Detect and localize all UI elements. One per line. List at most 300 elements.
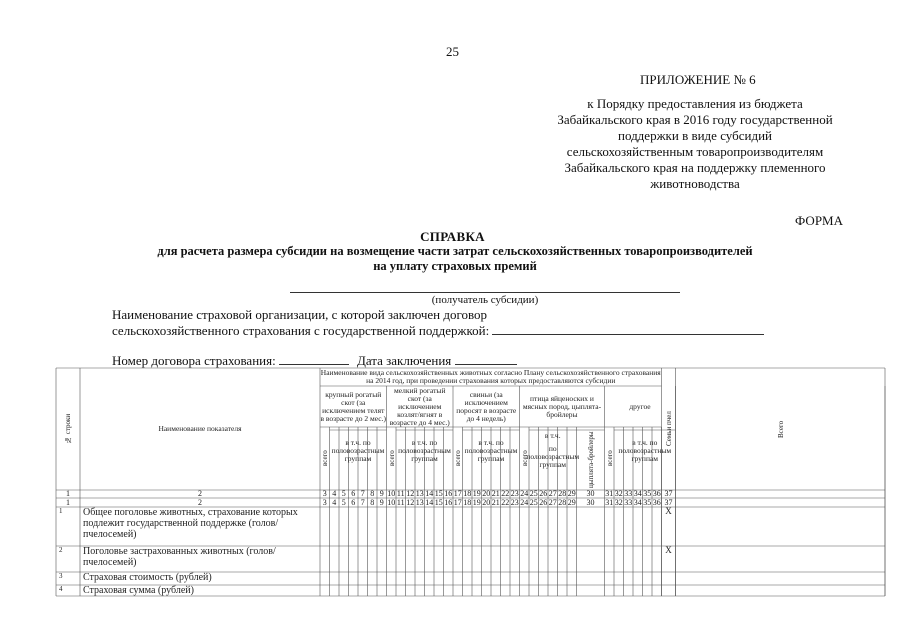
column-number-text: 4 <box>332 497 337 507</box>
column-number-text: 37 <box>664 497 673 507</box>
value-input-cell[interactable] <box>491 585 501 596</box>
value-input-cell[interactable] <box>406 585 416 596</box>
column-number-text: 3 <box>322 497 327 507</box>
column-number-text: 30 <box>586 489 595 498</box>
value-input-cell[interactable] <box>387 546 397 572</box>
value-input-cell[interactable] <box>567 546 577 572</box>
value-input-cell[interactable] <box>652 546 662 572</box>
value-input-cell[interactable] <box>539 572 549 585</box>
group-total-header-text: всего <box>520 450 529 467</box>
value-input-cell[interactable] <box>676 507 886 546</box>
value-input-cell[interactable] <box>463 585 473 596</box>
column-number-text: 6 <box>351 497 356 507</box>
value-input-cell[interactable] <box>320 572 330 585</box>
value-input-cell[interactable] <box>605 507 615 546</box>
appendix-title: ПРИЛОЖЕНИЕ № 6 <box>640 72 756 87</box>
column-number <box>349 498 359 507</box>
column-number <box>510 498 520 507</box>
column-number <box>548 490 558 498</box>
group-total-header-text: всего <box>320 450 329 467</box>
value-input-cell[interactable] <box>482 546 492 572</box>
value-input-cell[interactable] <box>396 585 406 596</box>
poultry-incl-header <box>529 430 577 441</box>
column-number-text: 2 <box>198 489 202 498</box>
bee-families-header-text: Семьи пчел <box>664 411 673 447</box>
column-number <box>406 490 416 498</box>
value-input-cell[interactable] <box>444 585 454 596</box>
value-input-cell[interactable] <box>472 585 482 596</box>
value-input-cell[interactable] <box>377 585 387 596</box>
column-number <box>472 490 482 498</box>
column-number <box>643 498 653 507</box>
value-input-cell[interactable] <box>434 507 444 546</box>
column-number <box>444 490 454 498</box>
value-input-cell[interactable] <box>425 585 435 596</box>
value-input-cell[interactable] <box>529 546 539 572</box>
column-number-text: 35 <box>643 489 652 498</box>
group-age-header <box>396 430 453 472</box>
value-input-cell[interactable] <box>652 507 662 546</box>
value-input-cell[interactable] <box>415 546 425 572</box>
column-number <box>652 490 662 498</box>
value-input-cell[interactable] <box>349 572 359 585</box>
value-input-cell[interactable] <box>548 546 558 572</box>
value-input-cell[interactable] <box>676 546 886 572</box>
value-input-cell[interactable] <box>643 585 653 596</box>
column-number-text: 15 <box>434 497 443 507</box>
value-input-cell[interactable] <box>377 546 387 572</box>
value-input-cell[interactable] <box>387 507 397 546</box>
column-number <box>80 490 320 498</box>
column-number-text: 27 <box>548 489 557 498</box>
value-input-cell[interactable] <box>434 585 444 596</box>
value-input-cell[interactable] <box>472 507 482 546</box>
column-number <box>614 498 624 507</box>
value-input-cell[interactable] <box>453 572 463 585</box>
group-total-header <box>320 427 330 490</box>
row-number-text: 3 <box>59 572 63 580</box>
value-input-cell[interactable] <box>406 546 416 572</box>
value-input-cell[interactable] <box>444 572 454 585</box>
column-number-text: 32 <box>614 497 623 507</box>
value-input-cell[interactable] <box>633 572 643 585</box>
value-input-cell[interactable] <box>633 546 643 572</box>
value-input-cell[interactable] <box>415 572 425 585</box>
value-input-cell[interactable] <box>567 585 577 596</box>
value-input-cell[interactable] <box>330 507 340 546</box>
column-number-text: 5 <box>341 489 346 498</box>
column-number-text: 18 <box>463 497 472 507</box>
value-input-cell[interactable] <box>472 546 482 572</box>
group-header-1-text: крупный рогатый скот (за исключением телят в возрасте до 2 мес.) <box>320 389 387 423</box>
value-input-cell[interactable] <box>330 572 340 585</box>
group-header-1 <box>320 386 387 427</box>
row-label <box>80 572 323 585</box>
value-input-cell[interactable] <box>330 546 340 572</box>
column-number-text: 8 <box>370 489 375 498</box>
value-input-cell[interactable] <box>463 507 473 546</box>
value-input-cell[interactable] <box>377 572 387 585</box>
column-number <box>472 498 482 507</box>
value-input-cell[interactable] <box>425 572 435 585</box>
value-input-cell[interactable] <box>577 507 605 546</box>
value-input-cell[interactable] <box>662 585 676 596</box>
column-number-text: 27 <box>548 497 557 507</box>
column-number <box>652 498 662 507</box>
value-input-cell[interactable] <box>548 572 558 585</box>
column-number <box>80 498 320 507</box>
value-input-cell[interactable] <box>339 572 349 585</box>
value-input-cell[interactable] <box>676 585 886 596</box>
contract-number-label: Номер договора страхования: <box>112 353 276 368</box>
value-input-cell[interactable] <box>676 572 886 585</box>
value-input-cell[interactable] <box>358 546 368 572</box>
value-input-cell[interactable] <box>491 546 501 572</box>
basis-line: Забайкальского края на поддержку племенного <box>564 160 826 175</box>
value-input-cell[interactable] <box>567 507 577 546</box>
group-header-5-text: другое <box>629 401 651 411</box>
value-input-cell[interactable] <box>358 507 368 546</box>
column-number <box>444 498 454 507</box>
value-input-cell[interactable] <box>558 507 568 546</box>
value-input-cell[interactable] <box>614 507 624 546</box>
value-input-cell[interactable] <box>482 572 492 585</box>
value-input-cell[interactable] <box>510 585 520 596</box>
column-number-text: 11 <box>396 497 405 507</box>
row-label-text: Общее поголовье животных, страхование которых подлежит государственной поддержке (голов/пчелосемей) <box>83 507 298 540</box>
column-number <box>529 498 539 507</box>
value-input-cell[interactable] <box>548 585 558 596</box>
column-number <box>676 490 886 498</box>
value-input-cell[interactable] <box>339 585 349 596</box>
value-input-cell[interactable] <box>434 546 444 572</box>
value-input-cell[interactable] <box>491 507 501 546</box>
column-number <box>520 490 530 498</box>
value-input-cell[interactable] <box>368 572 378 585</box>
column-number-text: 13 <box>415 497 424 507</box>
value-input-cell[interactable] <box>396 572 406 585</box>
column-number-text: 14 <box>425 489 434 498</box>
column-number <box>558 498 568 507</box>
column-number-text: 33 <box>624 489 633 498</box>
bee-families-header <box>662 368 676 490</box>
value-input-cell[interactable] <box>463 572 473 585</box>
basis-line: животноводства <box>650 176 740 191</box>
value-input-cell[interactable] <box>320 546 330 572</box>
column-number <box>377 490 387 498</box>
column-number <box>406 498 416 507</box>
column-number-text: 5 <box>341 497 346 507</box>
poultry-age-header <box>526 441 580 472</box>
value-input-cell[interactable] <box>614 572 624 585</box>
value-input-cell[interactable] <box>472 572 482 585</box>
column-number-text: 31 <box>605 497 614 507</box>
value-input-cell[interactable] <box>614 585 624 596</box>
value-input-cell[interactable] <box>520 585 530 596</box>
column-number <box>482 490 492 498</box>
column-number-text: 36 <box>652 489 661 498</box>
column-number-text: 24 <box>520 489 529 498</box>
value-input-cell[interactable] <box>320 507 330 546</box>
value-input-cell[interactable] <box>614 546 624 572</box>
value-input-cell[interactable] <box>339 507 349 546</box>
column-number <box>415 490 425 498</box>
column-number-text: 20 <box>482 497 491 507</box>
value-input-cell[interactable] <box>349 546 359 572</box>
column-number <box>463 498 473 507</box>
column-number <box>567 490 577 498</box>
basis-line: к Порядку предоставления из бюджета <box>587 96 803 111</box>
column-number <box>662 490 676 498</box>
value-input-cell[interactable] <box>558 546 568 572</box>
value-input-cell[interactable] <box>415 585 425 596</box>
value-input-cell[interactable] <box>358 572 368 585</box>
column-number <box>501 498 511 507</box>
column-number-text: 21 <box>491 489 500 498</box>
value-input-cell[interactable] <box>652 585 662 596</box>
value-input-cell[interactable] <box>349 507 359 546</box>
value-input-cell[interactable] <box>358 585 368 596</box>
value-input-cell[interactable] <box>320 585 330 596</box>
column-number-text: 23 <box>510 489 519 498</box>
column-number-text: 16 <box>444 489 453 498</box>
group-total-header <box>387 427 397 490</box>
column-number-text: 18 <box>463 489 472 498</box>
indicator-header <box>80 368 320 490</box>
species-group-header <box>320 368 662 386</box>
value-input-cell[interactable] <box>510 546 520 572</box>
species-group-header-text: Наименование вида сельскохозяйственных животных согласно Плану сельскохозяйственного страхования на 2014 год, при проведении страхования которых предоставляются субсидии <box>320 368 661 385</box>
column-number-text: 24 <box>520 497 529 507</box>
column-number <box>339 498 349 507</box>
column-number-text: 11 <box>396 489 405 498</box>
value-input-cell[interactable] <box>453 546 463 572</box>
value-input-cell[interactable] <box>396 507 406 546</box>
value-input-cell[interactable] <box>368 546 378 572</box>
value-input-cell[interactable] <box>501 546 511 572</box>
column-number <box>633 490 643 498</box>
column-number <box>633 498 643 507</box>
group-header-2 <box>387 386 454 427</box>
column-number <box>396 498 406 507</box>
column-number-text: 7 <box>360 497 365 507</box>
group-total-header <box>453 427 463 490</box>
column-number <box>577 498 605 507</box>
column-number <box>320 498 330 507</box>
value-input-cell[interactable] <box>662 572 676 585</box>
value-input-cell[interactable] <box>577 546 605 572</box>
column-number-text: 6 <box>351 489 356 498</box>
column-number-text: 22 <box>501 497 510 507</box>
value-input-cell[interactable] <box>529 507 539 546</box>
value-input-cell[interactable] <box>406 572 416 585</box>
row-number-text: 1 <box>59 507 63 515</box>
column-number-text: 29 <box>567 497 576 507</box>
value-input-cell[interactable] <box>387 585 397 596</box>
value-input-cell[interactable] <box>558 572 568 585</box>
row-number-text: 4 <box>59 585 63 593</box>
column-number <box>56 490 80 498</box>
value-input-cell[interactable] <box>377 507 387 546</box>
recipient-caption: (получатель субсидии) <box>431 294 539 306</box>
column-number <box>577 490 605 498</box>
column-number <box>339 490 349 498</box>
value-input-cell[interactable] <box>425 507 435 546</box>
value-input-cell[interactable] <box>330 585 340 596</box>
value-input-cell[interactable] <box>510 507 520 546</box>
value-input-cell[interactable] <box>434 572 444 585</box>
column-number-text: 30 <box>586 497 595 507</box>
value-input-cell[interactable] <box>425 546 435 572</box>
value-input-cell[interactable] <box>605 585 615 596</box>
column-number <box>643 490 653 498</box>
value-input-cell[interactable] <box>558 585 568 596</box>
row-label <box>80 546 323 572</box>
value-input-cell[interactable] <box>387 572 397 585</box>
value-input-cell[interactable] <box>643 507 653 546</box>
column-number-text: 22 <box>501 489 510 498</box>
column-number <box>453 498 463 507</box>
bee-families-mark <box>662 546 676 572</box>
value-input-cell[interactable] <box>624 572 634 585</box>
row-number <box>56 507 83 546</box>
column-number-text: 13 <box>415 489 424 498</box>
row-label <box>80 507 323 546</box>
column-number <box>605 490 615 498</box>
value-input-cell[interactable] <box>463 546 473 572</box>
value-input-cell[interactable] <box>491 572 501 585</box>
value-input-cell[interactable] <box>577 572 605 585</box>
column-number-text: 14 <box>425 497 434 507</box>
value-input-cell[interactable] <box>482 507 492 546</box>
value-input-cell[interactable] <box>339 546 349 572</box>
value-input-cell[interactable] <box>453 507 463 546</box>
group-total-header-text: всего <box>387 450 396 467</box>
row-number <box>56 572 83 585</box>
bee-families-mark <box>662 507 676 546</box>
document-title: СПРАВКА <box>420 229 485 244</box>
value-input-cell[interactable] <box>539 507 549 546</box>
row-number <box>56 585 83 596</box>
value-input-cell[interactable] <box>501 572 511 585</box>
row-number-header-text: № строки <box>64 413 72 445</box>
column-number <box>387 490 397 498</box>
column-number <box>491 498 501 507</box>
value-input-cell[interactable] <box>444 507 454 546</box>
bee-families-mark-text: X <box>665 506 672 516</box>
column-number <box>358 498 368 507</box>
value-input-cell[interactable] <box>643 572 653 585</box>
column-number-text: 12 <box>406 497 415 507</box>
value-input-cell[interactable] <box>453 585 463 596</box>
row-number-text: 2 <box>59 546 63 554</box>
subtitle-line: для расчета размера субсидии на возмещение части затрат сельскохозяйственных товаропроизводителей <box>157 244 753 258</box>
column-number-text: 10 <box>387 489 396 498</box>
value-input-cell[interactable] <box>577 585 605 596</box>
column-number <box>349 490 359 498</box>
column-number-text: 31 <box>605 489 614 498</box>
broilers-header <box>577 430 605 490</box>
column-number-text: 15 <box>434 489 443 498</box>
value-input-cell[interactable] <box>444 546 454 572</box>
value-input-cell[interactable] <box>415 507 425 546</box>
value-input-cell[interactable] <box>539 585 549 596</box>
indicator-header-text: Наименование показателя <box>158 424 242 433</box>
column-number <box>396 490 406 498</box>
basis-line: Забайкальского края в 2016 году государственной <box>557 112 833 127</box>
poultry-incl-header-text: в т.ч. <box>544 430 561 440</box>
value-input-cell[interactable] <box>624 507 634 546</box>
column-number-text: 25 <box>529 497 538 507</box>
value-input-cell[interactable] <box>652 572 662 585</box>
column-number-text: 3 <box>322 489 327 498</box>
value-input-cell[interactable] <box>624 546 634 572</box>
column-number-text: 35 <box>643 497 652 507</box>
subtitle-line: на уплату страховых премий <box>373 259 537 273</box>
value-input-cell[interactable] <box>510 572 520 585</box>
value-input-cell[interactable] <box>633 585 643 596</box>
value-input-cell[interactable] <box>605 546 615 572</box>
value-input-cell[interactable] <box>529 585 539 596</box>
column-number <box>624 498 634 507</box>
value-input-cell[interactable] <box>520 507 530 546</box>
value-input-cell[interactable] <box>368 507 378 546</box>
value-input-cell[interactable] <box>520 572 530 585</box>
row-label-text: Страховая сумма (рублей) <box>83 585 194 596</box>
column-number-text: 33 <box>624 497 633 507</box>
value-input-cell[interactable] <box>482 585 492 596</box>
value-input-cell[interactable] <box>643 546 653 572</box>
row-label-text: Поголовье застрахованных животных (голов/пчелосемей) <box>83 546 276 568</box>
column-number-text: 26 <box>539 497 548 507</box>
page-number: 25 <box>446 44 459 59</box>
column-number <box>330 498 340 507</box>
value-input-cell[interactable] <box>529 572 539 585</box>
column-number-text: 12 <box>406 489 415 498</box>
value-input-cell[interactable] <box>406 507 416 546</box>
value-input-cell[interactable] <box>624 585 634 596</box>
value-input-cell[interactable] <box>567 572 577 585</box>
column-number-text: 1 <box>66 489 70 498</box>
value-input-cell[interactable] <box>548 507 558 546</box>
value-input-cell[interactable] <box>368 585 378 596</box>
column-number-text: 32 <box>614 489 623 498</box>
column-number-text: 8 <box>370 497 375 507</box>
column-number <box>434 490 444 498</box>
group-age-header-text: в т.ч. по половозрастным группам <box>331 438 385 463</box>
value-input-cell[interactable] <box>501 507 511 546</box>
column-number-text: 23 <box>510 497 519 507</box>
value-input-cell[interactable] <box>633 507 643 546</box>
value-input-cell[interactable] <box>605 572 615 585</box>
group-age-header-text: в т.ч. по половозрастным группам <box>398 438 451 463</box>
grand-total-header-text: Всего <box>776 420 785 438</box>
value-input-cell[interactable] <box>501 585 511 596</box>
column-number-text: 16 <box>444 497 453 507</box>
basis-line: поддержки в виде субсидий <box>617 128 772 143</box>
group-header-4 <box>520 386 605 427</box>
value-input-cell[interactable] <box>396 546 406 572</box>
value-input-cell[interactable] <box>520 546 530 572</box>
group-total-header <box>605 427 615 490</box>
value-input-cell[interactable] <box>539 546 549 572</box>
column-number <box>676 498 886 507</box>
group-age-header-text: в т.ч. по половозрастным группам <box>618 438 672 463</box>
column-number <box>453 490 463 498</box>
column-number-text: 36 <box>652 497 661 507</box>
basis-line: сельскохозяйственным товаропроизводителям <box>566 144 824 159</box>
value-input-cell[interactable] <box>349 585 359 596</box>
